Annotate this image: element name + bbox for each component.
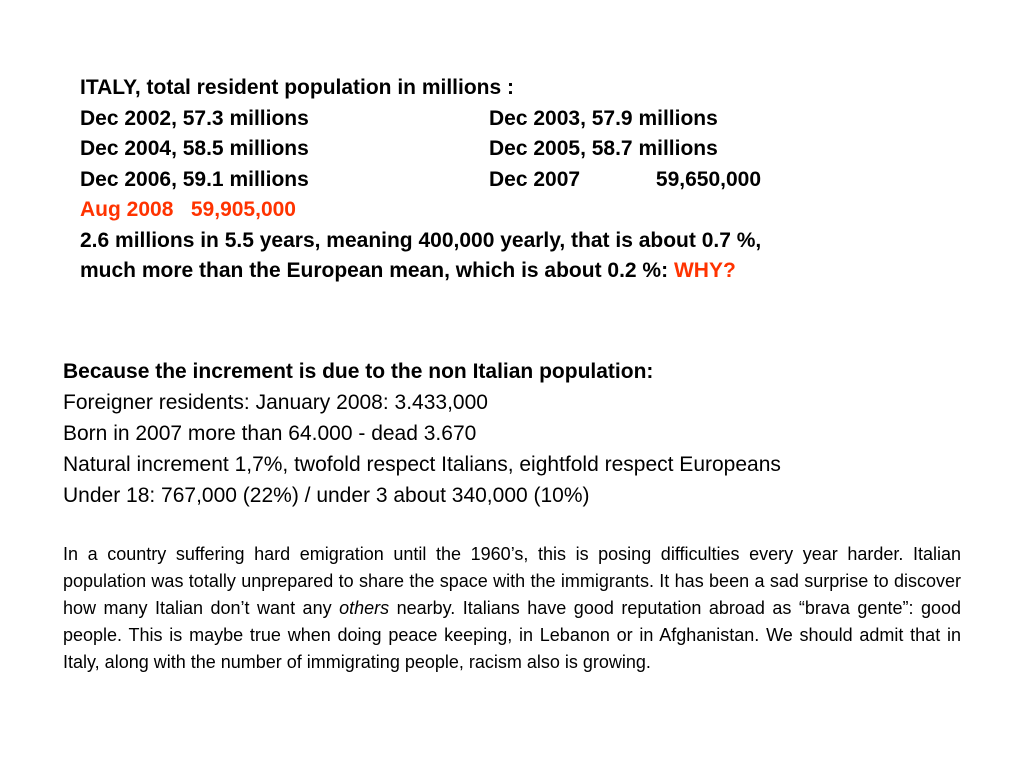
answer-line: Natural increment 1,7%, twofold respect Italians, eightfold respect Europeans [63, 453, 781, 476]
summary-line-2 [80, 256, 960, 287]
commentary-paragraph [63, 541, 961, 676]
answer-line: Under 18: 767,000 (22%) / under 3 about 340,000 (10%) [63, 484, 590, 507]
stats-cell: Dec 2006, 59.1 millions [80, 167, 309, 191]
summary-text: much more than the European mean, which is about 0.2 %: [80, 259, 669, 282]
answer-section [63, 356, 963, 511]
population-stats [80, 73, 960, 287]
paragraph-text: nearby. Italians have good reputation abroad as “brava gente”: good people. This is maybe true when doing peace keeping, in Lebanon or in Afghanistan. We should admit that in Italy, along with the number of immigrating people, racism also is growing. [63, 598, 961, 672]
answer-line: Born in 2007 more than 64.000 - dead 3.670 [63, 422, 477, 445]
answer-line: Foreigner residents: January 2008: 3.433,000 [63, 391, 488, 414]
highlight-line: Aug 2008 59,905,000 [80, 198, 296, 221]
stats-cell: Dec 2002, 57.3 millions [80, 106, 309, 130]
why-label: WHY? [673, 259, 736, 282]
answer-heading: Because the increment is due to the non Italian population: [63, 360, 654, 383]
stats-cell: Dec 2003, 57.9 millions [489, 106, 718, 130]
paragraph-emphasis: others [339, 598, 390, 618]
stats-cell: Dec 2007 59,650,000 [489, 167, 762, 191]
stats-row [80, 134, 960, 165]
stats-row [80, 165, 960, 196]
stats-title: ITALY, total resident population in millions : [80, 76, 515, 99]
stats-cell: Dec 2005, 58.7 millions [489, 137, 718, 160]
stats-row [80, 104, 960, 135]
summary-line-1: 2.6 millions in 5.5 years, meaning 400,000 yearly, that is about 0.7 %, [80, 228, 762, 252]
paragraph-text: In a country suffering hard emigration until the 1960’s, this is posing difficulties every year harder. Italian population was totally unprepared to share the space with the immigrants. It has been a sad surprise to discover how many Italian don’t want any [63, 544, 961, 618]
stats-cell: Dec 2004, 58.5 millions [80, 137, 309, 160]
